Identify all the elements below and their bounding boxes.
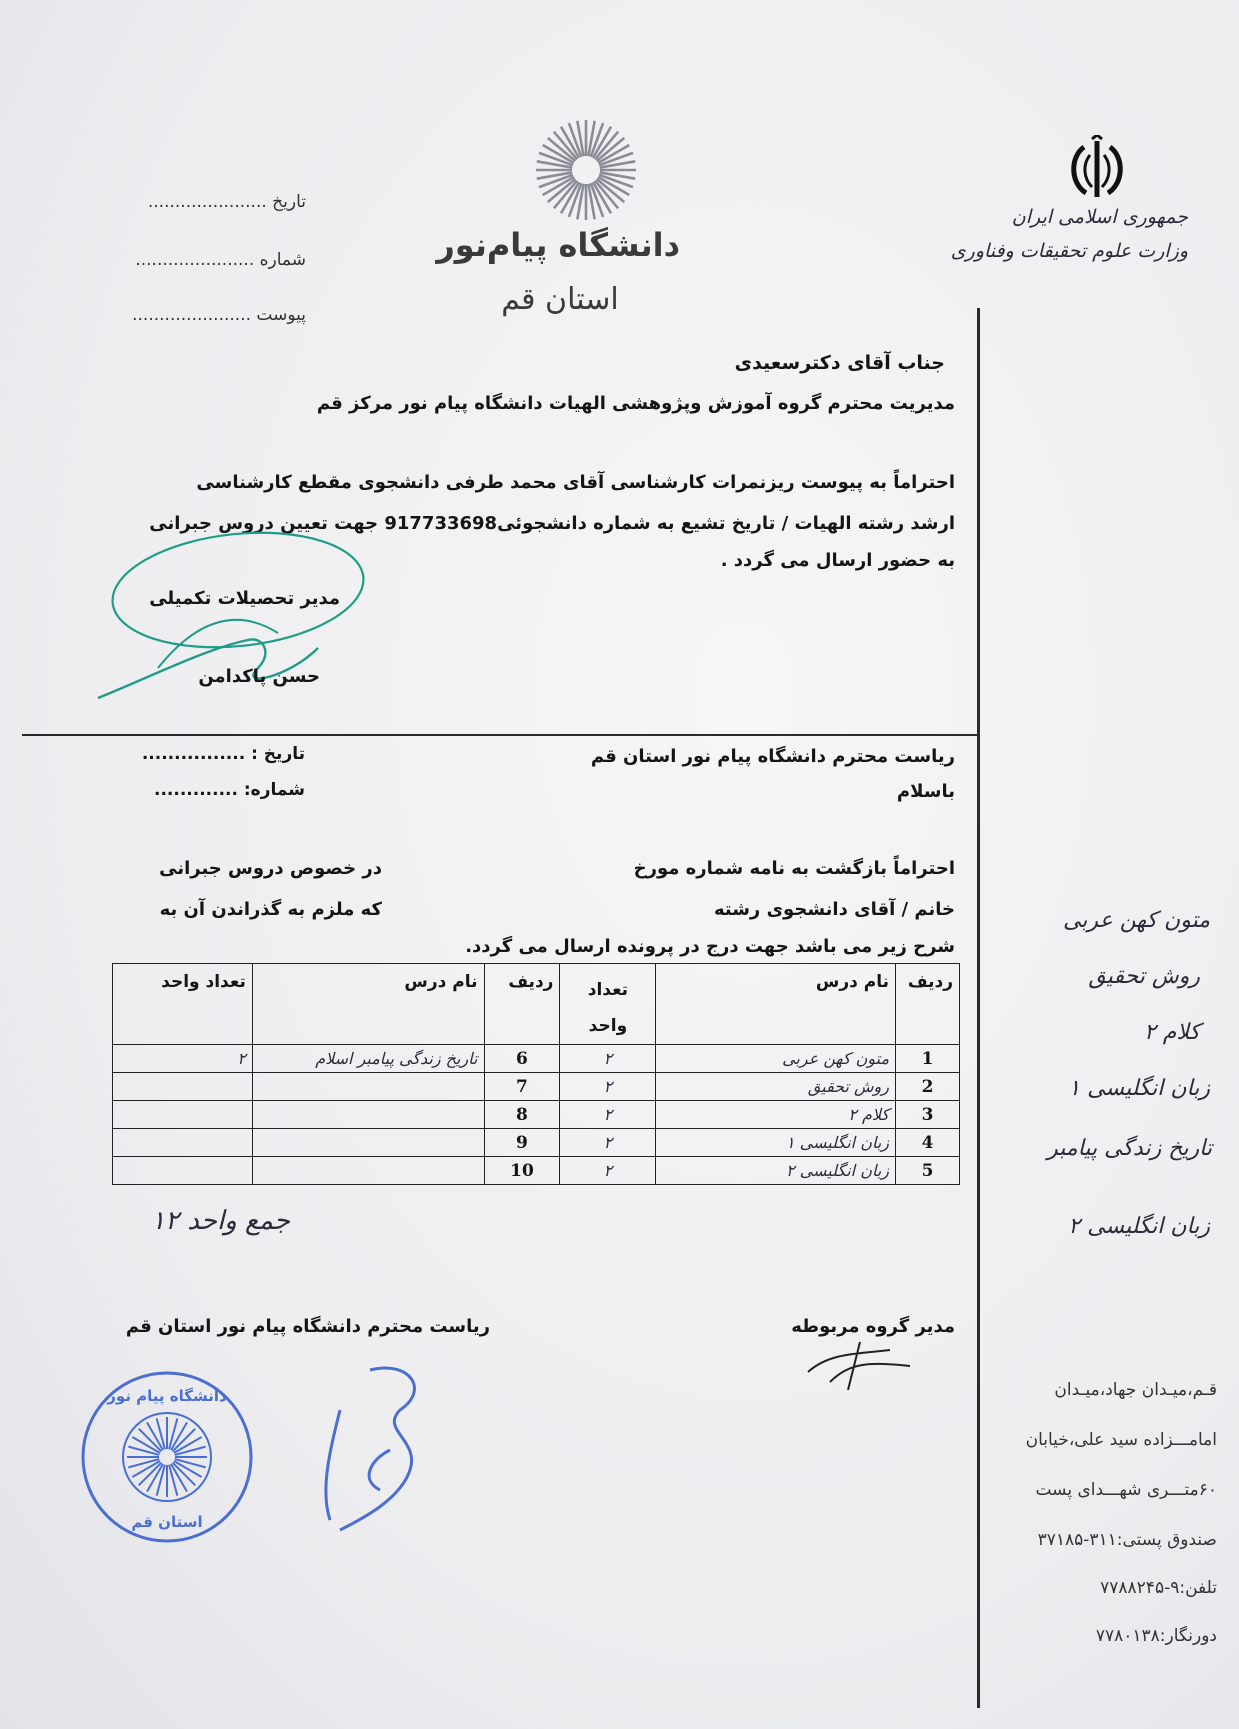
row-number: 2	[896, 1073, 960, 1101]
date-line: تاریخ ......................	[147, 192, 306, 212]
letter1-body-line2: ارشد رشته الهیات / تاریخ تشیع به شماره دانشجوئی917733698 جهت تعیین دروس جبرانی	[149, 513, 955, 534]
row-number-2: 8	[484, 1101, 560, 1129]
course-name: کلام ۲	[656, 1101, 896, 1129]
course-units: ۲	[560, 1073, 656, 1101]
letter2-date-line: تاریخ : ................	[141, 744, 305, 764]
course-name-2	[252, 1101, 484, 1129]
row-number-2: 6	[484, 1045, 560, 1073]
row-number-2: 10	[484, 1157, 560, 1185]
iran-emblem-icon	[1062, 135, 1132, 203]
course-units: ۲	[560, 1129, 656, 1157]
province-name: استان قم	[501, 282, 619, 317]
letter1-addressee-title: مدیریت محترم گروه آموزش وپژوهشی الهیات دانشگاه پیام نور مرکز قم	[316, 393, 955, 414]
dept-head-title: مدیر گروه مربوطه	[791, 1316, 955, 1337]
row-number: 5	[896, 1157, 960, 1185]
letter2-description-line: شرح زیر می باشد جهت درج در پرونده ارسال می گردد.	[465, 936, 955, 957]
course-name: زبان انگلیسی ۲	[656, 1157, 896, 1185]
attachment-line: پیوست ......................	[132, 305, 306, 325]
header-course-name: نام درس	[656, 964, 896, 1045]
header-units-top: تعداد	[587, 980, 629, 1000]
row-number-2: 7	[484, 1073, 560, 1101]
course-name: متون کهن عربی	[656, 1045, 896, 1073]
address-line: قـم،میـدان جهاد،میـدان	[1054, 1380, 1217, 1400]
margin-note: متون کهن عربی	[1062, 908, 1210, 933]
header-row-number: ردیف	[896, 964, 960, 1045]
header-row-number-2: ردیف	[484, 964, 560, 1045]
university-logo-icon	[534, 118, 638, 222]
address-line: امامـــزاده سید علی،خیابان	[1025, 1430, 1217, 1450]
course-name-2: تاریخ زندگی پیامبر اسلام	[252, 1045, 484, 1073]
course-name: روش تحقیق	[656, 1073, 896, 1101]
letter1-signer-title: مدیر تحصیلات تکمیلی	[149, 588, 340, 609]
right-border-line	[977, 308, 980, 1708]
course-units: ۲	[560, 1045, 656, 1073]
letter2-number-line: شماره: .............	[154, 780, 305, 800]
row-number: 3	[896, 1101, 960, 1129]
margin-note: کلام ۲	[1143, 1020, 1200, 1045]
course-name-2	[252, 1157, 484, 1185]
stamp-bottom-text: استان قم	[131, 1513, 203, 1531]
number-line: شماره ......................	[135, 250, 306, 270]
phone-line: تلفن:۹-۷۷۸۸۲۴۵	[1100, 1578, 1217, 1598]
header-units	[560, 964, 656, 1045]
row-number-2: 9	[484, 1129, 560, 1157]
row-number: 4	[896, 1129, 960, 1157]
row-number: 1	[896, 1045, 960, 1073]
letter2-ref-tail: در خصوص دروس جبرانی	[159, 858, 382, 879]
ministry-name: وزارت علوم تحقیقات وفناوری	[950, 240, 1188, 262]
letter2-greeting: باسلام	[896, 781, 955, 802]
letter2-student-tail: که ملزم به گذراندن آن به	[159, 899, 382, 920]
letter2-ref-line: احتراماً بازگشت به نامه شماره مورخ	[633, 858, 955, 879]
courses-table	[112, 963, 960, 1185]
signature-oval-stamp	[88, 528, 388, 718]
margin-note: تاریخ زندگی پیامبر	[1047, 1136, 1212, 1161]
president-signature	[300, 1350, 450, 1540]
course-units: ۲	[560, 1101, 656, 1129]
header-course-name-2: نام درس	[252, 964, 484, 1045]
header-units-2: تعداد واحد	[113, 964, 253, 1045]
section-divider	[22, 734, 977, 736]
letter1-signer-name: حسن پاکدامن	[198, 666, 320, 687]
course-units-2	[113, 1101, 253, 1129]
dept-head-signature	[800, 1332, 920, 1392]
table-row	[113, 1101, 960, 1129]
margin-note: زبان انگلیسی ۲	[1068, 1214, 1210, 1239]
fax-line: دورنگار:۷۷۸۰۱۳۸	[1095, 1626, 1217, 1646]
table-row	[113, 1157, 960, 1185]
total-units-note: جمع واحد ۱۲	[151, 1206, 290, 1236]
university-name: دانشگاه پیام‌نور	[436, 226, 680, 264]
letter1-body-line1: احتراماً به پیوست ریزنمرات کارشناسی آقای محمد طرفی دانشجوی مقطع کارشناسی	[196, 472, 955, 493]
margin-note: زبان انگلیسی ۱	[1068, 1076, 1210, 1101]
republic-name: جمهوری اسلامی ایران	[1011, 206, 1188, 228]
president-title: ریاست محترم دانشگاه پیام نور استان قم	[125, 1316, 490, 1337]
table-row	[113, 1129, 960, 1157]
margin-note: روش تحقیق	[1088, 964, 1200, 989]
course-units-2	[113, 1073, 253, 1101]
table-row	[113, 1073, 960, 1101]
university-round-stamp	[78, 1368, 256, 1546]
letter1-addressee: جناب آقای دکترسعیدی	[734, 352, 945, 374]
address-line: ۶۰متـــری شهـــدای پست	[1035, 1480, 1217, 1500]
postal-box-line: صندوق پستی:۳۱۱-۳۷۱۸۵	[1037, 1530, 1217, 1550]
course-name-2	[252, 1129, 484, 1157]
table-header-row	[113, 964, 960, 1045]
course-units-2	[113, 1157, 253, 1185]
stamp-top-text: دانشگاه پیام نور	[107, 1387, 227, 1405]
letter1-body-line3: به حضور ارسال می گردد .	[720, 550, 955, 571]
letter2-addressee: ریاست محترم دانشگاه پیام نور استان قم	[590, 746, 955, 767]
letter2-student-line: خانم / آقای دانشجوی رشته	[713, 899, 955, 920]
table-row	[113, 1045, 960, 1073]
header-units-bottom: واحد	[588, 1016, 628, 1036]
course-units: ۲	[560, 1157, 656, 1185]
course-name-2	[252, 1073, 484, 1101]
course-name: زبان انگلیسی ۱	[656, 1129, 896, 1157]
course-units-2: ۲	[113, 1045, 253, 1073]
course-units-2	[113, 1129, 253, 1157]
